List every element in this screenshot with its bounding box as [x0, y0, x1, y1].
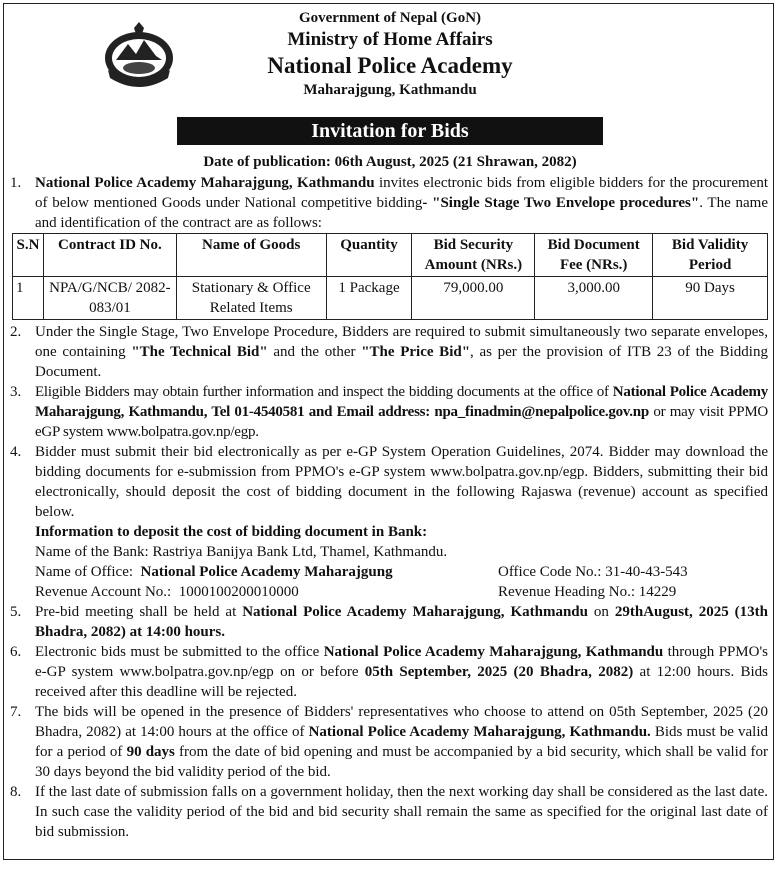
government-name: Government of Nepal (GoN)	[298, 10, 482, 26]
clause-text: . The name and identification of the contract are as follows:	[35, 195, 768, 231]
office-row	[35, 562, 768, 582]
table-cell: NPA/G/NCB/ 2082-083/01	[43, 277, 176, 320]
clause-number: 6.	[10, 644, 22, 660]
clause-2	[10, 322, 768, 382]
office-bold: National Police Academy Maharajgung, Kathmandu	[323, 644, 664, 660]
office-label: Name of Office:	[35, 564, 141, 580]
ministry-name: Ministry of Home Affairs	[287, 29, 493, 50]
bank-name: Name of the Bank: Rastriya Banijya Bank Ltd, Thamel, Kathmandu.	[35, 544, 448, 560]
table-row	[13, 277, 768, 320]
clause-text: If the last date of submission falls on a government holiday, then the next working day shall be considered as the last date. In such case the validity period of the bid and bid security shall remain the same as specified for the original last date of bid submission.	[35, 784, 769, 840]
office-code: Office Code No.: 31-40-43-543	[498, 564, 688, 580]
column-header: Contract ID No.	[43, 234, 176, 277]
table-header-row	[13, 234, 768, 277]
clause-text: Under the Single Stage, Two Envelope Procedure, Bidders are required to submit simultaneously two separate envelopes, one containing	[35, 324, 768, 360]
revenue-account: Revenue Account No.: 1000100200010000	[35, 584, 299, 600]
clause-1	[10, 173, 768, 233]
org-name-bold: National Police Academy Maharajgung, Kathmandu	[35, 175, 375, 191]
clause-number: 4.	[10, 444, 22, 460]
venue-bold: National Police Academy Maharajgung, Kathmandu	[242, 604, 588, 620]
clause-text: through PPMO's e-GP system www.bolpatra.gov.np/egp on or before	[35, 644, 769, 680]
clause-text: at 12:00 hours. Bids received after this deadline will be rejected.	[35, 664, 769, 700]
technical-bid-bold: "The Technical Bid"	[131, 344, 268, 360]
clause-number: 3.	[10, 384, 22, 400]
notice-body	[10, 173, 768, 842]
clause-text: and the other	[267, 344, 362, 360]
contract-table	[12, 233, 768, 320]
bank-info-title: Information to deposit the cost of bidding document in Bank:	[35, 524, 428, 540]
column-header: S.N	[13, 234, 44, 277]
deadline-bold: 05th September, 2025 (20 Bhadra, 2082)	[364, 664, 634, 680]
clause-text: invites electronic bids from eligible bidders for the procurement of below mentioned Goods under National competitive bidding	[35, 175, 769, 211]
table-cell: 90 Days	[653, 277, 768, 320]
revenue-row	[35, 582, 768, 602]
clause-text: Pre-bid meeting shall be held at	[35, 604, 243, 620]
clause-number: 1.	[10, 175, 22, 191]
table-cell: 3,000.00	[535, 277, 653, 320]
office-value: National Police Academy Maharajgung	[140, 564, 393, 580]
table-cell: 79,000.00	[412, 277, 535, 320]
header	[0, 8, 780, 100]
clause-text: The bids will be opened in the presence of Bidders' representatives who choose to attend on 05th September, 2025 (20 Bhadra, 2082) at 14:00 hours at the office of	[35, 704, 768, 740]
clause-text: Bids must be valid for a period of	[35, 724, 769, 760]
clause-5	[10, 602, 768, 642]
column-header: Name of Goods	[176, 234, 326, 277]
organization-name: National Police Academy	[267, 53, 513, 78]
clause-text: from the date of bid opening and must be accompanied by a bid security, which shall be valid for 30 days beyond the bid validity period of the bid.	[35, 744, 768, 780]
clause-text: , as per the provision of ITB 23 of the Bidding Document.	[35, 344, 768, 380]
validity-bold: 90 days	[126, 744, 175, 760]
office-bold: National Police Academy Maharajgung, Kathmandu.	[308, 724, 651, 740]
clause-text: or may visit PPMO eGP system www.bolpatra.gov.np/egp.	[35, 404, 769, 440]
table-cell: 1	[13, 277, 44, 320]
clause-3	[10, 382, 768, 442]
clause-number: 7.	[10, 704, 22, 720]
notice-title-banner: Invitation for Bids	[177, 117, 603, 145]
column-header: Bid Security Amount (NRs.)	[412, 234, 535, 277]
table-cell: Stationary & Office Related Items	[176, 277, 326, 320]
clause-8	[10, 782, 768, 842]
clause-text: Bidder must submit their bid electronically as per e-GP System Operation Guidelines, 2074. Bidder may download the bidding documents for e-submission from PPMO's e-GP system www.bolpatra.gov.np/egp. Bidders, submitting their bid electronically, should deposit the cost of bidding document in the following Rajaswa (revenue) account as specified below.	[35, 444, 768, 520]
meeting-date-bold: 29thAugust, 2025 (13th Bhadra, 2082) at 14:00 hours.	[35, 604, 768, 640]
clause-7	[10, 702, 768, 782]
column-header: Bid Document Fee (NRs.)	[535, 234, 653, 277]
clause-number: 8.	[10, 784, 22, 800]
clause-text: Eligible Bidders may obtain further information and inspect the bidding documents at the office of	[35, 384, 613, 400]
table-cell: 1 Package	[326, 277, 412, 320]
organization-location: Maharajgung, Kathmandu	[303, 82, 477, 98]
clause-4	[10, 442, 768, 522]
revenue-heading: Revenue Heading No.: 14229	[498, 584, 677, 600]
clause-number: 5.	[10, 604, 22, 620]
clause-6	[10, 642, 768, 702]
column-header: Bid Validity Period	[653, 234, 768, 277]
clause-text: Electronic bids must be submitted to the office	[35, 644, 324, 660]
clause-text: on	[588, 604, 615, 620]
price-bid-bold: "The Price Bid"	[361, 344, 471, 360]
column-header: Quantity	[326, 234, 412, 277]
contact-info-bold: National Police Academy Maharajgung, Kathmandu, Tel 01-4540581 and Email address: npa_finadmin@nepalpolice.gov.np	[35, 384, 768, 420]
procedure-name-bold: - "Single Stage Two Envelope procedures"	[422, 195, 700, 211]
publication-date: Date of publication: 06th August, 2025 (21 Shrawan, 2082)	[203, 154, 577, 170]
clause-number: 2.	[10, 324, 22, 340]
